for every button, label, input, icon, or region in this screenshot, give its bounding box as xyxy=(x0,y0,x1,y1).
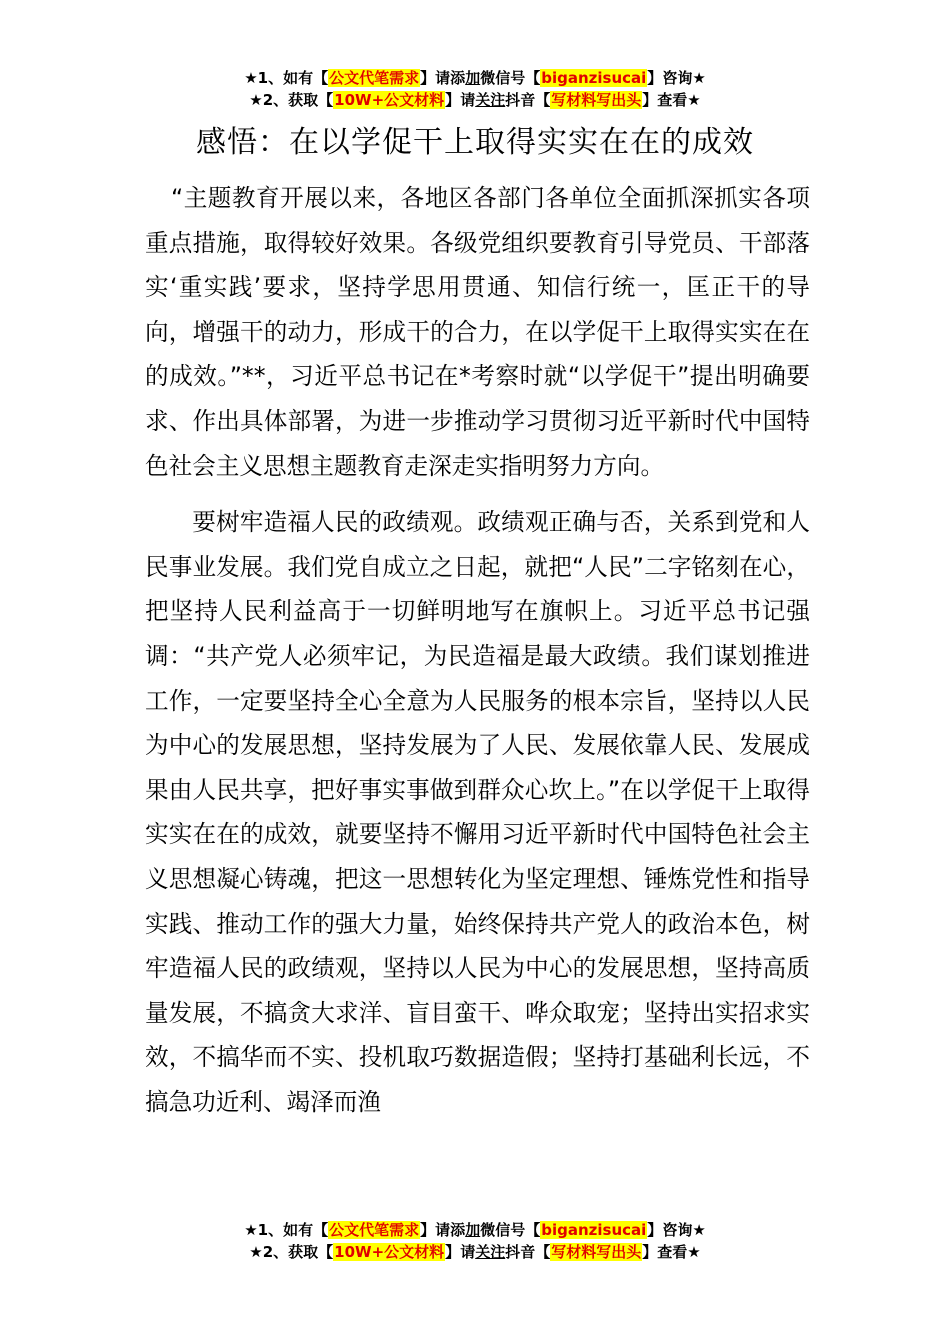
banner-text: 咨询★ xyxy=(662,69,706,87)
banner-underlined-text: 关注 xyxy=(475,91,506,109)
banner-highlight: 公文代笔需求 xyxy=(329,1221,420,1239)
banner-text: 抖音 xyxy=(505,1243,536,1261)
banner-bracket: 【 xyxy=(535,1243,551,1261)
banner-highlight: 10W+公文材料 xyxy=(334,1243,445,1261)
banner-text: ★2、获取 xyxy=(249,91,319,109)
banner-bracket: 【 xyxy=(525,69,541,87)
banner-text: 请 xyxy=(460,91,476,109)
banner-text: 请添 xyxy=(435,69,466,87)
paragraph-1: “主题教育开展以来，各地区各部门各单位全面抓深抓实各项重点措施，取得较好效果。各级党组织要教育引导党员、干部落实‘重实践’要求，坚持学思用贯通、知信行统一，匡正干的导向，增强干的动力，形成干的合力，在以学促干上取得实实在在的成效。”**，习近平总书记在*考察时就“以学促干”提出明确要求、作出具体部署，为进一步推动学习贯彻习近平新时代中国特色社会主义思想主题教育走深走实指明努力方向。 xyxy=(145,184,810,480)
banner-text: 咨询★ xyxy=(662,1221,706,1239)
banner-highlight: 10W+公文材料 xyxy=(334,91,445,109)
banner-bracket: 【 xyxy=(525,1221,541,1239)
banner-highlight: 写材料写出头 xyxy=(551,91,642,109)
banner-underlined-text: 加 xyxy=(465,1221,481,1239)
banner-bracket: 【 xyxy=(313,1221,329,1239)
banner-underlined-text: 关注 xyxy=(475,1243,506,1261)
banner-text: 微信号 xyxy=(480,69,526,87)
banner-bracket: 】 xyxy=(445,1243,461,1261)
banner-line-1 xyxy=(0,1219,950,1241)
banner-line-2 xyxy=(0,89,950,111)
banner-bracket: 【 xyxy=(535,91,551,109)
banner-text: ★1、如有 xyxy=(244,1221,314,1239)
banner-bracket: 】 xyxy=(647,1221,663,1239)
banner-bracket: 】 xyxy=(445,91,461,109)
banner-bracket: 】 xyxy=(420,69,436,87)
banner-bracket: 】 xyxy=(642,91,658,109)
top-banner xyxy=(0,67,950,111)
banner-highlight: 写材料写出头 xyxy=(551,1243,642,1261)
bottom-banner xyxy=(0,1219,950,1263)
banner-text: 请 xyxy=(460,1243,476,1261)
banner-bracket: 【 xyxy=(318,91,334,109)
document-title: 感悟：在以学促干上取得实实在在的成效 xyxy=(196,125,754,160)
banner-highlight: biganzisucai xyxy=(541,1221,647,1239)
document-body xyxy=(145,176,810,1136)
banner-line-2 xyxy=(0,1241,950,1263)
banner-text: 查看★ xyxy=(657,1243,701,1261)
banner-text: ★2、获取 xyxy=(249,1243,319,1261)
banner-bracket: 】 xyxy=(642,1243,658,1261)
banner-highlight: 公文代笔需求 xyxy=(329,69,420,87)
banner-underlined-text: 加 xyxy=(465,69,481,87)
banner-text: 微信号 xyxy=(480,1221,526,1239)
banner-text: 抖音 xyxy=(505,91,536,109)
banner-text: ★1、如有 xyxy=(244,69,314,87)
banner-highlight: biganzisucai xyxy=(541,69,647,87)
banner-line-1 xyxy=(0,67,950,89)
banner-bracket: 【 xyxy=(313,69,329,87)
banner-bracket: 】 xyxy=(420,1221,436,1239)
paragraph-2: 要树牢造福人民的政绩观。政绩观正确与否，关系到党和人民事业发展。我们党自成立之日起，就把“人民”二字铭刻在心，把坚持人民利益高于一切鲜明地写在旗帜上。习近平总书记强调：“共产党人必须牢记，为民造福是最大政绩。我们谋划推进工作，一定要坚持全心全意为人民服务的根本宗旨，坚持以人民为中心的发展思想，坚持发展为了人民、发展依靠人民、发展成果由人民共享，把好事实事做到群众心坎上。”在以学促干上取得实实在在的成效，就要坚持不懈用习近平新时代中国特色社会主义思想凝心铸魂，把这一思想转化为坚定理想、锤炼党性和指导实践、推动工作的强大力量，始终保持共产党人的政治本色，树牢造福人民的政绩观，坚持以人民为中心的发展思想，坚持高质量发展，不搞贪大求洋、盲目蛮干、哗众取宠；坚持出实招求实效，不搞华而不实、投机取巧数据造假；坚持打基础利长远，不搞急功近利、竭泽而渔 xyxy=(145,508,810,1116)
banner-text: 请添 xyxy=(435,1221,466,1239)
banner-bracket: 】 xyxy=(647,69,663,87)
banner-text: 查看★ xyxy=(657,91,701,109)
banner-bracket: 【 xyxy=(318,1243,334,1261)
